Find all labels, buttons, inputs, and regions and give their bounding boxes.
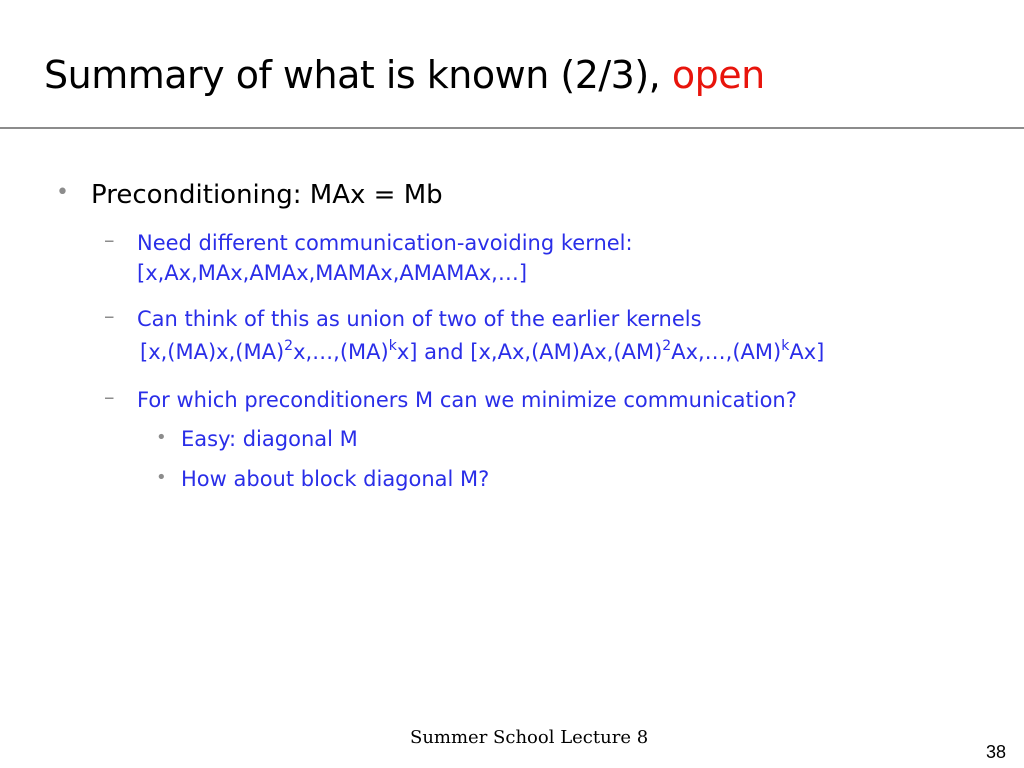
sub-bullet-text: For which preconditioners M can we minimize communication? <box>137 388 797 412</box>
formula-superscript: k <box>781 338 790 354</box>
dash-icon: – <box>104 304 115 328</box>
sub-bullet-text: Can think of this as union of two of the earlier kernels <box>137 307 702 331</box>
dash-icon: – <box>104 228 115 252</box>
sub-bullet-line: Need different communication-avoiding kernel: <box>137 231 633 255</box>
sub-bullet-line: [x,Ax,MAx,AMAx,MAMAx,AMAMAx,…] <box>137 261 528 285</box>
formula-part: Ax] <box>789 340 825 364</box>
slide-title <box>44 53 765 97</box>
sub-sub-bullet-text: Easy: diagonal M <box>181 427 358 451</box>
formula-part: x,…,(MA) <box>293 340 389 364</box>
kernel-formula <box>140 338 824 364</box>
bullet-dot-icon: • <box>156 467 167 488</box>
formula-part: Ax,…,(AM) <box>671 340 782 364</box>
title-divider <box>0 127 1024 129</box>
title-main-text: Summary of what is known (2/3), <box>44 53 672 97</box>
formula-superscript: 2 <box>662 338 672 354</box>
formula-superscript: 2 <box>284 338 294 354</box>
dash-icon: – <box>104 385 115 409</box>
bullet-dot-icon: • <box>56 180 69 205</box>
page-number: 38 <box>986 742 1007 762</box>
formula-superscript: k <box>388 338 397 354</box>
formula-part: x] and [x,Ax,(AM)Ax,(AM) <box>396 340 663 364</box>
sub-bullet-text <box>137 228 633 288</box>
title-highlight-text: open <box>671 53 765 97</box>
bullet-dot-icon: • <box>156 427 167 448</box>
formula-part: [x,(MA)x,(MA) <box>140 340 285 364</box>
sub-sub-bullet-text: How about block diagonal M? <box>181 467 490 491</box>
bullet-text: Preconditioning: MAx = Mb <box>91 180 443 210</box>
footer-text: Summer School Lecture 8 <box>410 727 649 748</box>
